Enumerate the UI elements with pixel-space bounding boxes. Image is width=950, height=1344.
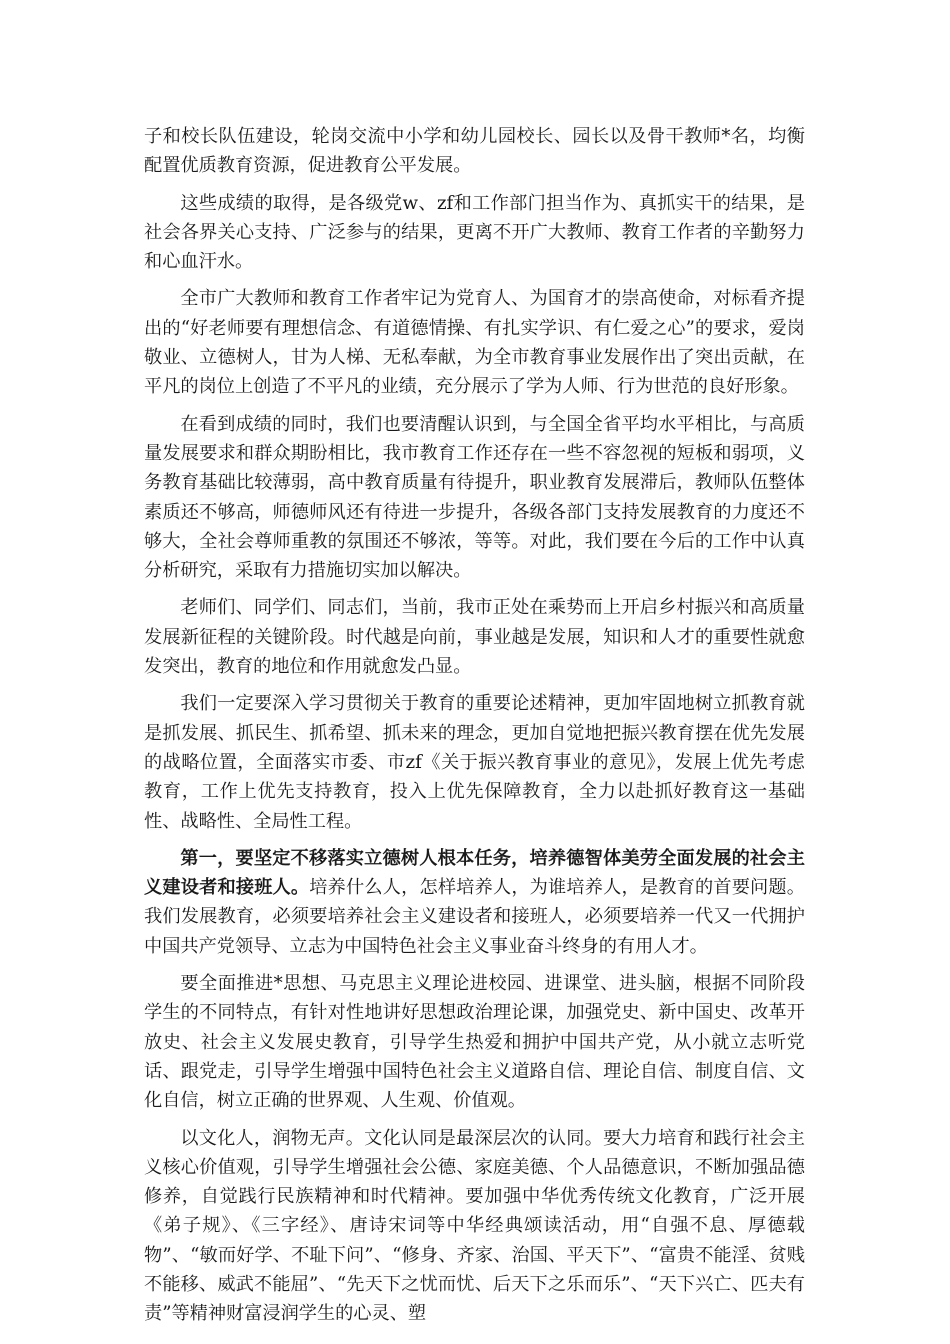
paragraph: 要全面推进*思想、马克思主义理论进校园、进课堂、进头脑，根据不同阶段学生的不同特点，有针对性地讲好思想政治理论课，加强党史、新中国史、改革开放史、社会主义发展史教育，引导学生热爱和拥护中国共产党，从小就立志听党话、跟党走，引导学生增强中国特色社会主义道路自信、理论自信、制度自信、文化自信，树立正确的世界观、人生观、价值观。 <box>144 973 805 1112</box>
paragraph: 全市广大教师和教育工作者牢记为党育人、为国育才的崇高使命，对标看齐提出的“好老师要有理想信念、有道德情操、有扎实学识、有仁爱之心”的要求，爱岗敬业、立德树人，甘为人梯、无私奉献，为全市教育事业发展作出了突出贡献，在平凡的岗位上创造了不平凡的业绩，充分展示了学为人师、行为世范的良好形象。 <box>144 288 805 398</box>
paragraph-text: 培养什么人，怎样培养人，为谁培养人，是教育的首要问题。我们发展教育，必须要培养社会主义建设者和接班人，必须要培养一代又一代拥护中国共产党领导、立志为中国特色社会主义事业奋斗终身的有用人才。 <box>144 877 805 957</box>
paragraph: 这些成绩的取得，是各级党w、zf和工作部门担当作为、真抓实干的结果，是社会各界关心支持、广泛参与的结果，更离不开广大教师、教育工作者的辛勤努力和心血汗水。 <box>144 192 805 273</box>
paragraph: 子和校长队伍建设，轮岗交流中小学和幼儿园校长、园长以及骨干教师*名，均衡配置优质教育资源，促进教育公平发展。 <box>144 126 805 177</box>
bold-lead-sentence: 第一，要坚定不移落实立德树人根本任务，培养德智体美劳全面发展的社会主义建设者和接班人。 <box>144 847 805 899</box>
paragraph: 以文化人，润物无声。文化认同是最深层次的认同。要大力培育和践行社会主义核心价值观，引导学生增强社会公德、家庭美德、个人品德意识，不断加强品德修养，自觉践行民族精神和时代精神。要加强中华优秀传统文化教育，广泛开展《弟子规》、《三字经》、唐诗宋词等中华经典颂读活动，用“自强不息、厚德载物”、“敏而好学、不耻下问”、“修身、齐家、治国、平天下”、“富贵不能淫、贫贱不能移、威武不能屈”、“先天下之忧而忧、后天下之乐而乐”、“天下兴亡、匹夫有责”等精神财富浸润学生的心灵、塑 <box>144 1127 805 1325</box>
paragraph: 老师们、同学们、同志们，当前，我市正处在乘势而上开启乡村振兴和高质量发展新征程的关键阶段。时代越是向前，事业越是发展，知识和人才的重要性就愈发突出，教育的地位和作用就愈发凸显。 <box>144 597 805 678</box>
document-body <box>144 122 805 1337</box>
paragraph: 我们一定要深入学习贯彻关于教育的重要论述精神，更加牢固地树立抓教育就是抓发展、抓民生、抓希望、抓未来的理念，更加自觉地把振兴教育摆在优先发展的战略位置，全面落实市委、市zf《关于振兴教育事业的意见》，发展上优先考虑教育，工作上优先支持教育，投入上优先保障教育，全力以赴抓好教育这一基础性、战略性、全局性工程。 <box>144 693 805 832</box>
paragraph: 在看到成绩的同时，我们也要清醒认识到，与全国全省平均水平相比，与高质量发展要求和群众期盼相比，我市教育工作还存在一些不容忽视的短板和弱项，义务教育基础比较薄弱，高中教育质量有待提升，职业教育发展滞后，教师队伍整体素质还不够高，师德师风还有待进一步提升，各级各部门支持发展教育的力度还不够大，全社会尊师重教的氛围还不够浓，等等。对此，我们要在今后的工作中认真分析研究，采取有力措施切实加以解决。 <box>144 413 805 582</box>
paragraph-with-heading <box>144 844 805 961</box>
